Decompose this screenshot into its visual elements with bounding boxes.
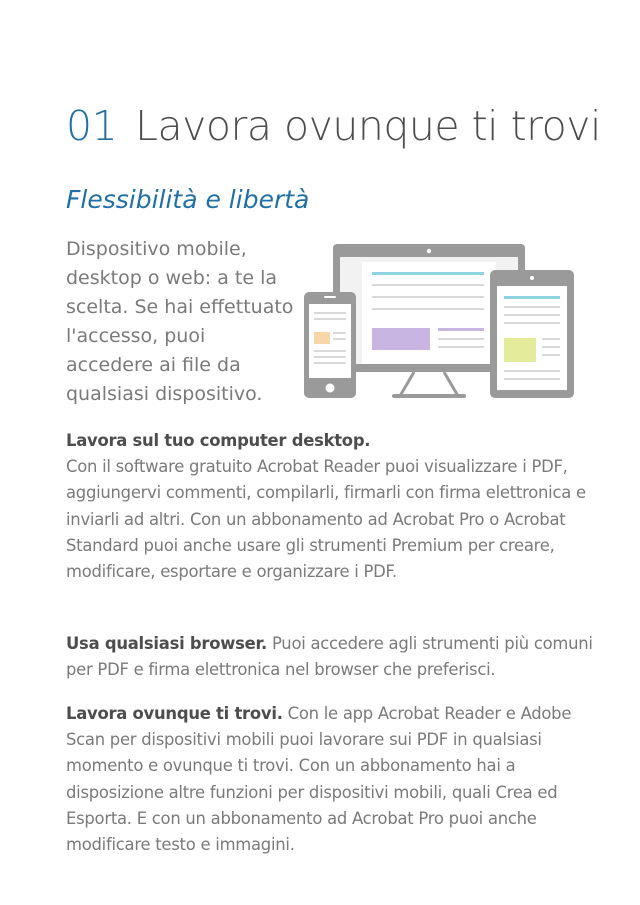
section-subtitle: Flessibilità e libertà — [66, 185, 310, 214]
tablet-icon — [490, 270, 574, 398]
section-number: 01 — [66, 102, 118, 150]
section-title-text: Lavora ovunque ti trovi — [135, 102, 601, 150]
paragraph-desktop — [66, 428, 601, 585]
paragraph-mobile — [66, 701, 601, 858]
paragraph-browser — [66, 631, 601, 683]
paragraph-body: Con le app Acrobat Reader e Adobe Scan per dispositivi mobili puoi lavorare sui PDF in qualsiasi momento e ovunque ti trovi. Con un abbonamento hai a disposizione altre funzioni per dispositivi mobili, quali Crea ed Esporta. E con un abbonamento ad Acrobat Pro puoi anche modificare testo e immagini. — [66, 704, 572, 855]
paragraph-heading: Lavora ovunque ti trovi. — [66, 704, 283, 723]
section-title — [66, 98, 601, 154]
paragraph-heading: Usa qualsiasi browser. — [66, 634, 267, 653]
paragraph-body: Puoi accedere agli strumenti più comuni per PDF e firma elettronica nel browser che preferisci. — [66, 634, 593, 680]
paragraph-body: Con il software gratuito Acrobat Reader puoi visualizzare i PDF, aggiungervi commenti, compilarli, firmarli con firma elettronica e inviarli ad altri. Con un abbonamento ad Acrobat Pro o Acrobat Standard puoi anche usare gli strumenti Premium per creare, modificare, esportare e organizzare i PDF. — [66, 457, 586, 582]
devices-icon — [302, 240, 576, 402]
intro-text: Dispositivo mobile, desktop o web: a te la scelta. Se hai effettuato l'accesso, puoi accedere ai file da qualsiasi dispositivo. — [66, 238, 294, 405]
phone-icon — [304, 292, 356, 398]
paragraph-heading: Lavora sul tuo computer desktop. — [66, 431, 371, 450]
